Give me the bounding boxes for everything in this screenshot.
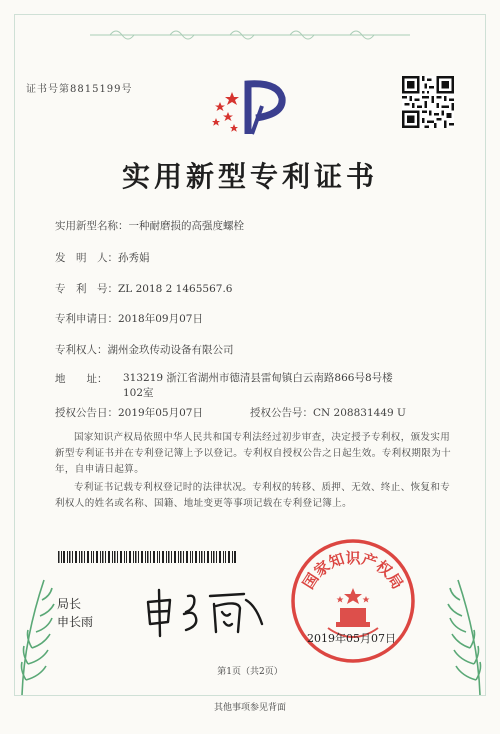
official-seal-icon [288,536,418,666]
grant-date-label: 授权公告日： [55,407,118,419]
decision-paragraph: 国家知识产权局依照中华人民共和国专利法经过初步审查，决定授予专利权，颁发实用新型专利证书并在专利登记簿上予以登记。专利权自授权公告之日起生效。专利权期限为十年，自申请日起算。 [55,432,452,475]
field-grant-date [55,405,203,420]
field-patentee [55,342,234,357]
utility-model-name-label: 实用新型名称： [55,220,129,232]
seal-date: 2019年05月07日 [307,632,396,645]
filing-date-label: 专利申请日： [55,313,118,325]
corner-leaf-right-icon [428,560,488,700]
patent-number-label: 专 利 号： [55,283,118,295]
patentee-label: 专利权人： [55,344,108,356]
utility-model-name-value: 一种耐磨损的高强度螺栓 [128,220,244,232]
inventor-value: 孙秀娟 [118,252,150,264]
patent-office-emblem-icon [208,78,290,136]
director-name: 申长雨 [57,615,94,629]
director-signature-icon [140,580,270,640]
field-utility-model-name [55,218,244,233]
patent-number-value: ZL 2018 2 1465567.6 [118,283,233,295]
director-title: 局长 [57,597,82,611]
patentee-value: 湖州金玖传动设备有限公司 [107,344,234,356]
field-patent-number [55,281,232,296]
qr-code-icon [402,76,454,128]
grant-number-value: CN 208831449 U [313,407,406,419]
page-number: 第1页（共2页） [217,667,283,677]
corner-leaf-left-icon [14,560,74,700]
barcode-icon [58,551,236,563]
field-filing-date [55,311,203,326]
top-border-leaf-icon [90,24,410,46]
grant-number-label: 授权公告号： [250,407,313,419]
document-title: 实用新型专利证书 [121,160,378,193]
inventor-label: 发 明 人： [55,252,118,264]
field-grant-number [250,405,406,420]
address-value: 313219 浙江省湖州市德清县雷甸镇白云南路866号8号楼102室 [123,372,393,399]
grant-date-value: 2019年05月07日 [118,407,203,419]
field-inventor [55,250,150,265]
legal-status-paragraph: 专利证书记载专利权登记时的法律状况。专利权的转移、质押、无效、终止、恢复和专利权人的姓名或名称、国籍、地址变更等事项记载在专利登记簿上。 [55,482,451,509]
field-address [55,371,108,386]
filing-date-value: 2018年09月07日 [118,313,203,325]
certificate-number: 证书号第8815199号 [26,84,133,95]
seal-text: 国家知识产权局 [299,549,407,593]
address-label: 地 址： [55,373,108,385]
footer-note: 其他事项参见背面 [213,703,286,713]
